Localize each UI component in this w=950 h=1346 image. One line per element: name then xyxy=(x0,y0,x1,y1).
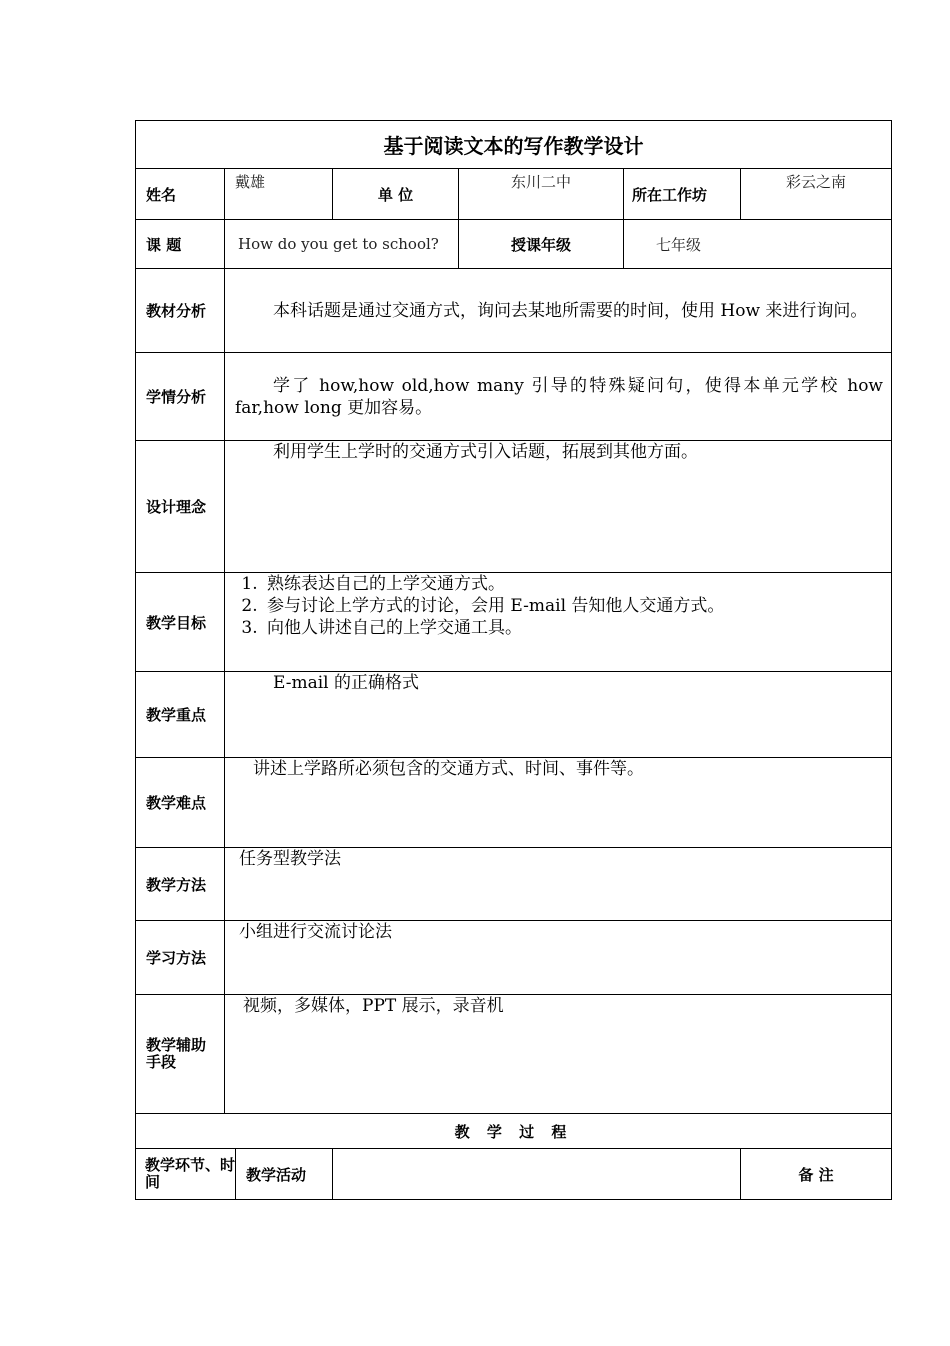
study-text: 小组进行交流讨论法 xyxy=(225,921,892,995)
unit-label: 单 位 xyxy=(333,169,459,220)
concept-text: 利用学生上学时的交通方式引入话题，拓展到其他方面。 xyxy=(225,441,892,573)
learner-label: 学情分析 xyxy=(136,353,225,441)
topic-label: 课 题 xyxy=(136,220,225,269)
difficulty-text: 讲述上学路所必须包含的交通方式、时间、事件等。 xyxy=(225,758,892,848)
name-value: 戴雄 xyxy=(225,169,333,220)
material-label: 教材分析 xyxy=(136,269,225,353)
key-text: E-mail 的正确格式 xyxy=(225,672,892,758)
study-label: 学习方法 xyxy=(136,921,225,995)
workshop-label: 所在工作坊 xyxy=(624,169,741,220)
method-text: 任务型教学法 xyxy=(225,848,892,921)
goals-label: 教学目标 xyxy=(136,573,225,672)
workshop-value: 彩云之南 xyxy=(741,169,892,220)
key-label: 教学重点 xyxy=(136,672,225,758)
concept-label: 设计理念 xyxy=(136,441,225,573)
name-label: 姓名 xyxy=(136,169,225,220)
aids-text: 视频，多媒体，PPT 展示，录音机 xyxy=(225,995,892,1114)
material-text: 本科话题是通过交通方式，询问去某地所需要的时间，使用 How 来进行询问。 xyxy=(225,269,892,353)
lesson-plan-document xyxy=(135,120,891,1200)
page-title: 基于阅读文本的写作教学设计 xyxy=(136,121,892,169)
difficulty-label: 教学难点 xyxy=(136,758,225,848)
goals-cell xyxy=(225,573,892,672)
goals-list xyxy=(225,573,891,639)
grade-value: 七年级 xyxy=(624,220,892,269)
unit-value: 东川二中 xyxy=(459,169,624,220)
lesson-plan-table xyxy=(135,120,892,1200)
list-item: 1. 熟练表达自己的上学交通方式。 xyxy=(263,573,891,595)
col-activity-header: 教学活动 xyxy=(236,1149,333,1200)
grade-label: 授课年级 xyxy=(459,220,624,269)
topic-value: How do you get to school? xyxy=(225,220,459,269)
process-blank-cell xyxy=(333,1149,741,1200)
col-stage-header: 教学环节、时间 xyxy=(136,1149,236,1200)
aids-label: 教学辅助手段 xyxy=(136,995,225,1114)
list-item: 2. 参与讨论上学方式的讨论，会用 E-mail 告知他人交通方式。 xyxy=(263,595,891,617)
process-title: 教 学 过 程 xyxy=(136,1114,892,1149)
list-item: 3. 向他人讲述自己的上学交通工具。 xyxy=(263,617,891,639)
method-label: 教学方法 xyxy=(136,848,225,921)
learner-text: 学了 how,how old,how many 引导的特殊疑问句，使得本单元学校 how far,how long 更加容易。 xyxy=(225,353,892,441)
col-notes-header: 备 注 xyxy=(741,1149,892,1200)
